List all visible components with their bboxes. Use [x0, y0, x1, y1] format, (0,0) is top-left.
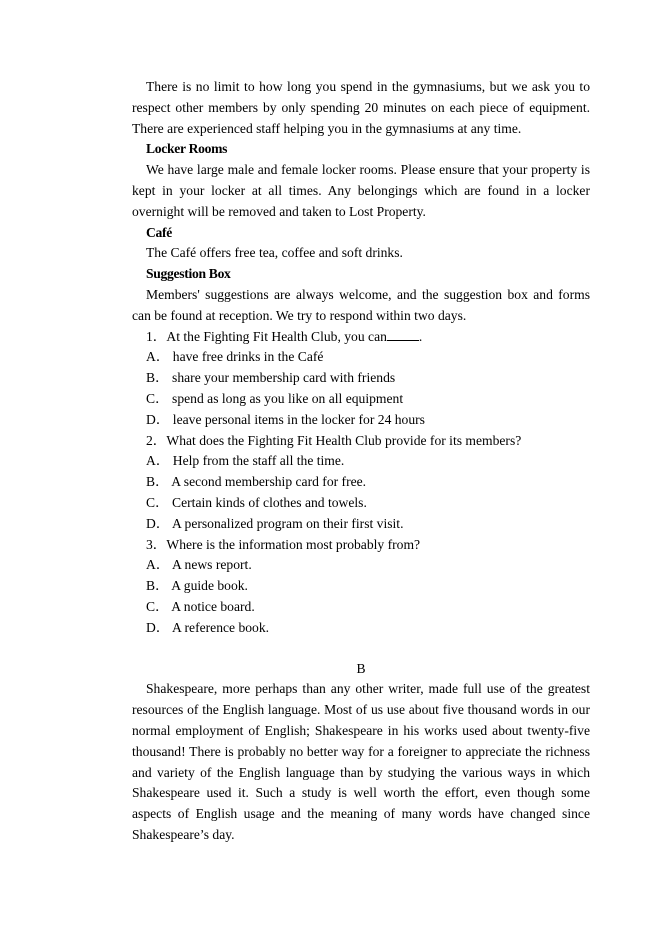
question-1-option-b: B． share your membership card with friends [146, 370, 396, 386]
cafe-heading: Café [146, 224, 172, 240]
intro-paragraph: There is no limit to how long you spend in the gymnasiums, but we ask you to respect other members by only spending 20 minutes on each piece of equipment. There are experienced staff helping you in the gymnasiums at any time. [132, 79, 590, 136]
question-3-option-b: B． A guide book. [146, 578, 248, 594]
question-1-stem-text: 1．At the Fighting Fit Health Club, you can [146, 328, 387, 344]
question-3-option-c: C． A notice board. [146, 598, 255, 614]
suggestion-box-heading: Suggestion Box [146, 266, 231, 282]
locker-rooms-heading: Locker Rooms [146, 141, 228, 157]
question-3-option-a: A． A news report. [146, 557, 252, 573]
question-2-stem: 2．What does the Fighting Fit Health Club provide for its members? [146, 432, 522, 448]
document-content [132, 77, 590, 846]
question-3-option-d: D． A reference book. [146, 619, 270, 635]
question-1-option-c: C． spend as long as you like on all equipment [146, 390, 404, 406]
section-b-paragraph: Shakespeare, more perhaps than any other writer, made full use of the greatest resources of the English language. Most of us use about five thousand words in our normal employment of English; Shakespeare in his works used about twenty-five thousand! There is probably no better way for a foreigner to appreciate the richness and variety of the English language than by studying the various ways in which Shakespeare used it. Such a study is well worth the effort, even though some aspects of English usage and the meaning of many words have changed since Shakespeare’s day. [132, 681, 590, 842]
question-3-stem: 3．Where is the information most probably from? [146, 536, 421, 552]
suggestion-box-text: Members' suggestions are always welcome, and the suggestion box and forms can be found at reception. We try to respond within two days. [132, 286, 590, 323]
question-1-option-a: A． have free drinks in the Café [146, 349, 324, 365]
question-2-option-d: D． A personalized program on their first visit. [146, 515, 404, 531]
question-2-option-b: B． A second membership card for free. [146, 474, 367, 490]
section-b-label: B [356, 660, 366, 676]
cafe-text: The Café offers free tea, coffee and soft drinks. [146, 245, 403, 261]
question-1-option-d: D． leave personal items in the locker for 24 hours [146, 411, 425, 427]
answer-blank [387, 328, 419, 341]
question-2-option-a: A． Help from the staff all the time. [146, 453, 345, 469]
question-1-stem-end: . [418, 328, 423, 344]
question-1-stem [132, 327, 590, 348]
locker-rooms-text: We have large male and female locker rooms. Please ensure that your property is kept in your locker at all times. Any belongings which are found in a locker overnight will be removed and taken to Lost Property. [132, 162, 590, 219]
question-2-option-c: C． Certain kinds of clothes and towels. [146, 494, 367, 510]
